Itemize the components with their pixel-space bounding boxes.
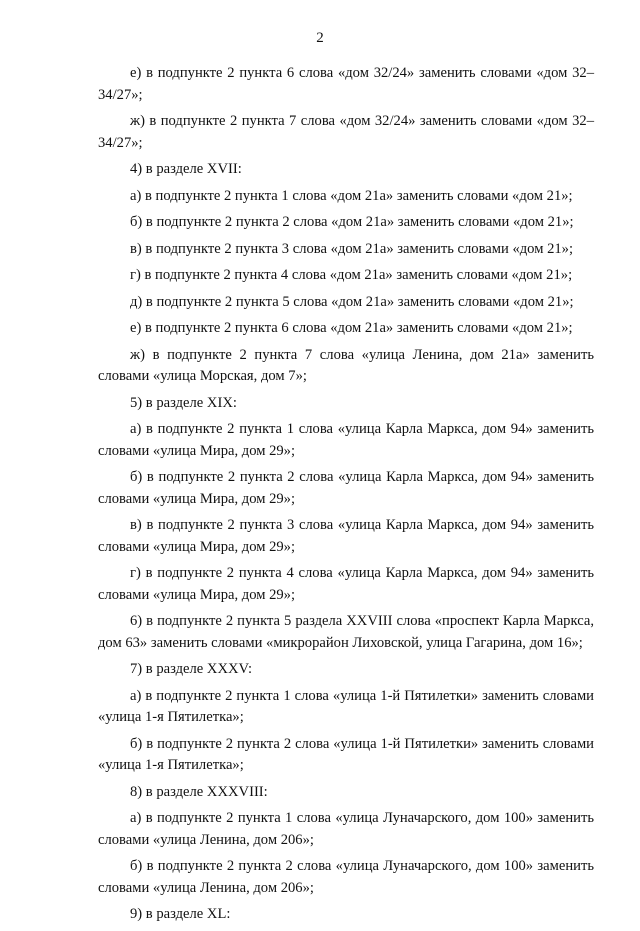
paragraph: в) в подпункте 2 пункта 3 слова «улица Карла Маркса, дом 94» заменить словами «улица Мира, дом 29»; [98,517,594,555]
paragraph: 6) в подпункте 2 пункта 5 раздела XXVIII слова «проспект Карла Маркса, дом 63» заменить словами «микрорайон Лиховской, улица Гагарина, дом 16»; [98,613,594,651]
paragraph: а) в подпункте 2 пункта 1 слова «улица Карла Маркса, дом 94» заменить словами «улица Мира, дом 29»; [98,421,594,459]
section-heading: 4) в разделе XVII: [130,161,242,177]
section-heading: 5) в разделе XIX: [130,394,237,411]
paragraph: а) в подпункте 2 пункта 1 слова «улица 1-й Пятилетки» заменить словами «улица 1-я Пятилетка»; [98,687,594,725]
section-heading: 7) в разделе XXXV: [130,661,253,677]
paragraph: д) в подпункте 2 пункта 5 слова «дом 21а» заменить словами «дом 21»; [130,293,574,310]
section-heading: 9) в разделе XL: [130,906,231,922]
paragraph: е) в подпункте 2 пункта 6 слова «дом 21а» заменить словами «дом 21»; [130,320,573,336]
paragraph: б) в подпункте 2 пункта 2 слова «улица Карла Маркса, дом 94» заменить словами «улица Мира, дом 29»; [98,469,594,507]
document-body [98,63,594,931]
paragraph: г) в подпункте 2 пункта 4 слова «улица Карла Маркса, дом 94» заменить словами «улица Мира, дом 29»; [98,565,594,603]
paragraph: б) в подпункте 2 пункта 2 слова «улица 1-й Пятилетки» заменить словами «улица 1-я Пятилетка»; [98,735,594,773]
page-number: 2 [316,30,324,46]
paragraph: ж) в подпункте 2 пункта 7 слова «улица Ленина, дом 21а» заменить словами «улица Морская, дом 7»; [98,346,594,384]
paragraph: а) в подпункте 2 пункта 1 слова «дом 21а» заменить словами «дом 21»; [130,187,573,204]
paragraph: е) в подпункте 2 пункта 6 слова «дом 32/24» заменить словами «дом 32–34/27»; [98,65,594,103]
paragraph: в) в подпункте 2 пункта 3 слова «дом 21а» заменить словами «дом 21»; [130,240,574,257]
paragraph: а) в подпункте 2 пункта 1 слова «улица Луначарского, дом 100» заменить словами «улица Ленина, дом 206»; [98,810,594,848]
paragraph: б) в подпункте 2 пункта 2 слова «дом 21а» заменить словами «дом 21»; [130,214,574,230]
paragraph: б) в подпункте 2 пункта 2 слова «улица Луначарского, дом 100» заменить словами «улица Ленина, дом 206»; [98,858,594,896]
paragraph: ж) в подпункте 2 пункта 7 слова «дом 32/24» заменить словами «дом 32–34/27»; [98,113,594,151]
section-heading: 8) в разделе XXXVIII: [130,783,268,800]
paragraph: г) в подпункте 2 пункта 4 слова «дом 21а» заменить словами «дом 21»; [130,267,573,283]
